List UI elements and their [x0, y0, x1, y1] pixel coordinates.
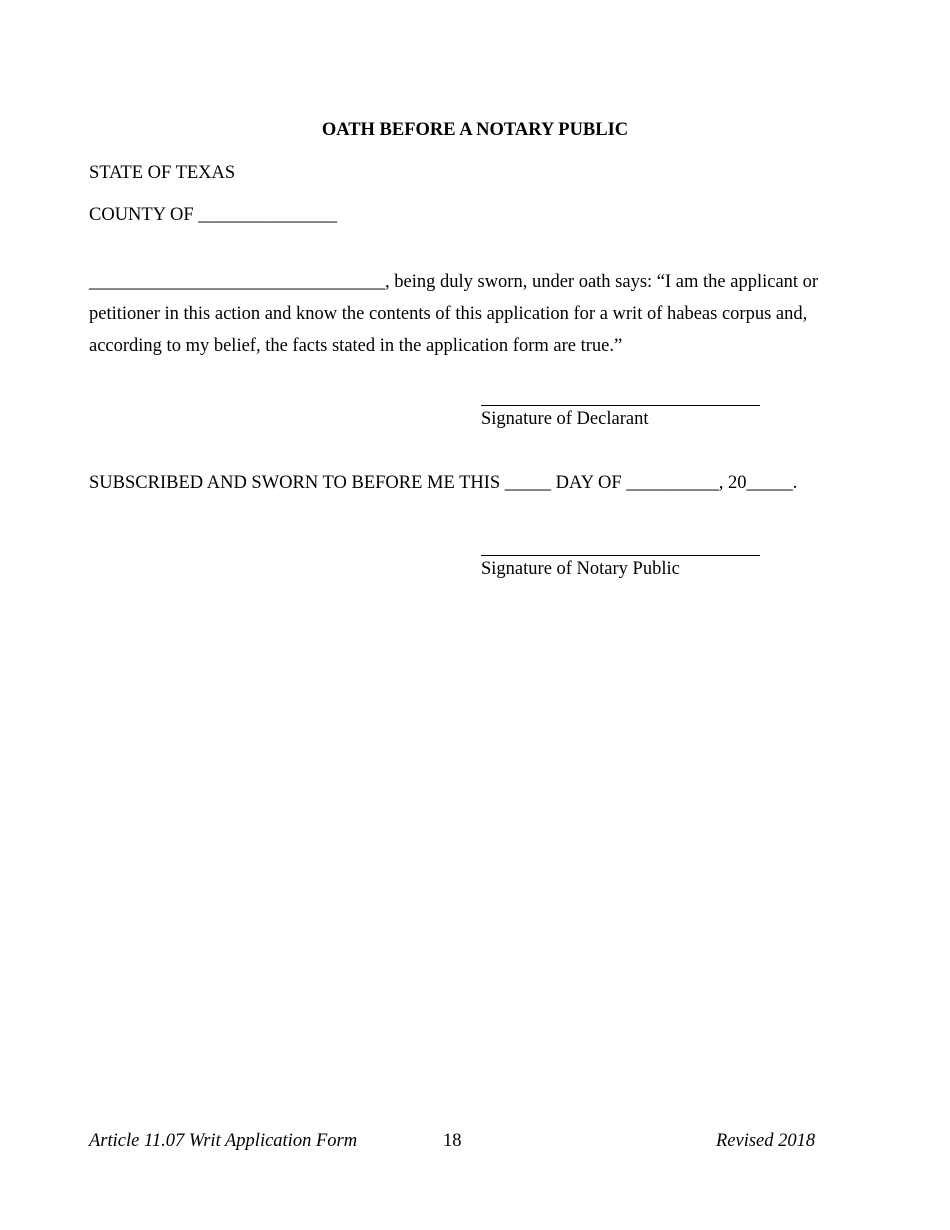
oath-paragraph-line: ________________________________, being duly sworn, under oath says: “I am the applicant or: [89, 272, 819, 292]
county-line: COUNTY OF _______________: [89, 205, 338, 225]
notary-signature-line: [481, 555, 760, 556]
notary-signature-label: Signature of Notary Public: [481, 559, 680, 579]
footer-revision: Revised 2018: [716, 1131, 816, 1151]
footer-page-number: 18: [443, 1131, 462, 1151]
oath-paragraph-line: petitioner in this action and know the contents of this application for a writ of habeas corpus and,: [89, 304, 808, 324]
document-title: OATH BEFORE A NOTARY PUBLIC: [321, 120, 629, 140]
subscribed-sworn-line: SUBSCRIBED AND SWORN TO BEFORE ME THIS _____ DAY OF __________, 20_____.: [89, 473, 798, 493]
state-line: STATE OF TEXAS: [89, 163, 236, 183]
declarant-signature-line: [481, 405, 760, 406]
footer-form-name: Article 11.07 Writ Application Form: [89, 1131, 358, 1151]
oath-paragraph-line: according to my belief, the facts stated in the application form are true.”: [89, 336, 623, 356]
oath-paragraph: [89, 266, 829, 362]
declarant-signature-label: Signature of Declarant: [481, 409, 649, 429]
